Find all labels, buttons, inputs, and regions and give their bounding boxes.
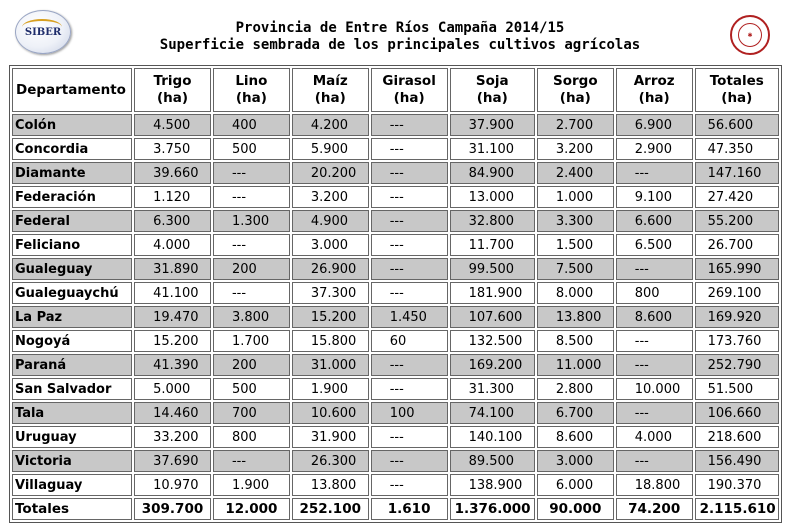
total-value-cell: 12.000 — [213, 498, 290, 520]
department-cell: Gualeguaychú — [12, 282, 132, 304]
value-cell: --- — [371, 162, 448, 184]
value-cell: 2.700 — [537, 114, 614, 136]
value-cell: 5.900 — [292, 138, 369, 160]
report-subtitle: Superficie sembrada de los principales cultivos agrícolas — [159, 37, 641, 53]
value-cell: 107.600 — [450, 306, 535, 328]
value-cell: 4.000 — [134, 234, 211, 256]
column-header — [537, 68, 614, 112]
value-cell: 10.600 — [292, 402, 369, 424]
value-cell: 1.500 — [537, 234, 614, 256]
value-cell: 165.990 — [695, 258, 779, 280]
value-cell: --- — [213, 186, 290, 208]
value-cell: 3.800 — [213, 306, 290, 328]
value-cell: 700 — [213, 402, 290, 424]
value-cell: 9.100 — [616, 186, 693, 208]
value-cell: 252.790 — [695, 354, 779, 376]
value-cell: 26.900 — [292, 258, 369, 280]
department-cell: Uruguay — [12, 426, 132, 448]
value-cell: 26.700 — [695, 234, 779, 256]
value-cell: 200 — [213, 354, 290, 376]
value-cell: 4.500 — [134, 114, 211, 136]
table-row — [12, 426, 779, 448]
report-header — [0, 0, 800, 62]
table-row — [12, 330, 779, 352]
value-cell: --- — [213, 450, 290, 472]
value-cell: 20.200 — [292, 162, 369, 184]
value-cell: 74.100 — [450, 402, 535, 424]
department-cell: Nogoyá — [12, 330, 132, 352]
value-cell: 31.100 — [450, 138, 535, 160]
value-cell: 51.500 — [695, 378, 779, 400]
column-header-unit: (ha) — [721, 90, 753, 106]
value-cell: 1.300 — [213, 210, 290, 232]
column-header — [616, 68, 693, 112]
value-cell: --- — [371, 258, 448, 280]
value-cell: 47.350 — [695, 138, 779, 160]
column-header — [134, 68, 211, 112]
value-cell: 3.200 — [537, 138, 614, 160]
value-cell: 56.600 — [695, 114, 779, 136]
value-cell: 41.390 — [134, 354, 211, 376]
value-cell: 1.450 — [371, 306, 448, 328]
column-header-label: Soja — [475, 73, 509, 89]
value-cell: 8.500 — [537, 330, 614, 352]
value-cell: 218.600 — [695, 426, 779, 448]
value-cell: 190.370 — [695, 474, 779, 496]
value-cell: 15.200 — [134, 330, 211, 352]
column-header-unit: (ha) — [156, 90, 189, 106]
value-cell: 169.920 — [695, 306, 779, 328]
value-cell: 132.500 — [450, 330, 535, 352]
department-cell: La Paz — [12, 306, 132, 328]
value-cell: 26.300 — [292, 450, 369, 472]
column-header — [371, 68, 448, 112]
column-header-label: Trigo — [153, 73, 192, 89]
total-value-cell: 1.610 — [371, 498, 448, 520]
value-cell: 31.300 — [450, 378, 535, 400]
department-cell: San Salvador — [12, 378, 132, 400]
value-cell: 7.500 — [537, 258, 614, 280]
table-row — [12, 186, 779, 208]
value-cell: --- — [213, 282, 290, 304]
value-cell: 14.460 — [134, 402, 211, 424]
department-cell: Federación — [12, 186, 132, 208]
value-cell: 4.000 — [616, 426, 693, 448]
value-cell: 4.900 — [292, 210, 369, 232]
value-cell: 3.200 — [292, 186, 369, 208]
siber-logo — [15, 10, 71, 54]
value-cell: 8.600 — [537, 426, 614, 448]
total-value-cell: 74.200 — [616, 498, 693, 520]
department-cell: Colón — [12, 114, 132, 136]
value-cell: --- — [371, 282, 448, 304]
department-cell: Federal — [12, 210, 132, 232]
value-cell: 6.700 — [537, 402, 614, 424]
value-cell: 39.660 — [134, 162, 211, 184]
value-cell: 11.000 — [537, 354, 614, 376]
bolsa-cereales-seal-icon — [730, 15, 770, 55]
value-cell: 500 — [213, 138, 290, 160]
department-cell: Tala — [12, 402, 132, 424]
value-cell: --- — [371, 234, 448, 256]
value-cell: 200 — [213, 258, 290, 280]
column-header — [695, 68, 779, 112]
table-row — [12, 282, 779, 304]
value-cell: 1.000 — [537, 186, 614, 208]
table-row — [12, 210, 779, 232]
value-cell: --- — [371, 450, 448, 472]
value-cell: 3.750 — [134, 138, 211, 160]
department-cell: Feliciano — [12, 234, 132, 256]
value-cell: 6.900 — [616, 114, 693, 136]
value-cell: 37.300 — [292, 282, 369, 304]
value-cell: 138.900 — [450, 474, 535, 496]
value-cell: 800 — [616, 282, 693, 304]
value-cell: 169.200 — [450, 354, 535, 376]
value-cell: --- — [616, 258, 693, 280]
department-cell: Diamante — [12, 162, 132, 184]
table-row — [12, 138, 779, 160]
value-cell: 18.800 — [616, 474, 693, 496]
value-cell: --- — [371, 138, 448, 160]
value-cell: 100 — [371, 402, 448, 424]
column-header-label: Sorgo — [553, 73, 598, 89]
department-cell: Gualeguay — [12, 258, 132, 280]
value-cell: --- — [213, 234, 290, 256]
column-header-unit: (ha) — [559, 90, 591, 106]
total-value-cell: 252.100 — [292, 498, 369, 520]
table-row — [12, 258, 779, 280]
value-cell: 106.660 — [695, 402, 779, 424]
value-cell: 2.900 — [616, 138, 693, 160]
column-header — [292, 68, 369, 112]
value-cell: 89.500 — [450, 450, 535, 472]
value-cell: 32.800 — [450, 210, 535, 232]
value-cell: --- — [371, 114, 448, 136]
value-cell: 5.000 — [134, 378, 211, 400]
siber-logo-text: SIBER — [24, 26, 62, 38]
value-cell: 1.700 — [213, 330, 290, 352]
value-cell: 13.800 — [537, 306, 614, 328]
value-cell: 31.890 — [134, 258, 211, 280]
value-cell: 31.000 — [292, 354, 369, 376]
table-header-row — [12, 68, 779, 112]
value-cell: 140.100 — [450, 426, 535, 448]
table-row — [12, 306, 779, 328]
total-value-cell: 309.700 — [134, 498, 211, 520]
value-cell: 6.000 — [537, 474, 614, 496]
value-cell: 1.900 — [213, 474, 290, 496]
value-cell: 400 — [213, 114, 290, 136]
value-cell: 2.400 — [537, 162, 614, 184]
value-cell: 37.900 — [450, 114, 535, 136]
column-header-label: Lino — [235, 73, 268, 89]
value-cell: 13.000 — [450, 186, 535, 208]
column-header-label: Girasol — [382, 73, 436, 89]
totals-row — [12, 498, 779, 520]
totals-label: Totales — [12, 498, 132, 520]
total-value-cell: 2.115.610 — [695, 498, 779, 520]
value-cell: --- — [213, 162, 290, 184]
department-cell: Victoria — [12, 450, 132, 472]
value-cell: 55.200 — [695, 210, 779, 232]
column-header-unit: (ha) — [638, 90, 670, 106]
value-cell: --- — [616, 330, 693, 352]
value-cell: 500 — [213, 378, 290, 400]
value-cell: 6.600 — [616, 210, 693, 232]
value-cell: 10.970 — [134, 474, 211, 496]
value-cell: 37.690 — [134, 450, 211, 472]
department-cell: Paraná — [12, 354, 132, 376]
value-cell: 99.500 — [450, 258, 535, 280]
value-cell: 15.200 — [292, 306, 369, 328]
column-header-unit: (ha) — [235, 90, 267, 106]
value-cell: 181.900 — [450, 282, 535, 304]
value-cell: 156.490 — [695, 450, 779, 472]
value-cell: 19.470 — [134, 306, 211, 328]
table-row — [12, 354, 779, 376]
column-header — [213, 68, 290, 112]
value-cell: --- — [616, 450, 693, 472]
column-header-label: Departamento — [16, 81, 126, 98]
value-cell: --- — [371, 354, 448, 376]
column-header — [12, 68, 132, 112]
department-cell: Villaguay — [12, 474, 132, 496]
logo-swoosh-icon — [22, 19, 62, 35]
value-cell: --- — [616, 402, 693, 424]
value-cell: --- — [371, 474, 448, 496]
value-cell: 10.000 — [616, 378, 693, 400]
column-header-label: Maíz — [312, 73, 348, 89]
table-row — [12, 402, 779, 424]
table-row — [12, 450, 779, 472]
value-cell: 3.300 — [537, 210, 614, 232]
value-cell: 3.000 — [537, 450, 614, 472]
value-cell: 13.800 — [292, 474, 369, 496]
column-header-unit: (ha) — [393, 90, 425, 106]
value-cell: 8.000 — [537, 282, 614, 304]
column-header-unit: (ha) — [476, 90, 508, 106]
column-header-label: Arroz — [633, 73, 675, 89]
value-cell: 3.000 — [292, 234, 369, 256]
value-cell: 1.120 — [134, 186, 211, 208]
value-cell: 11.700 — [450, 234, 535, 256]
value-cell: 6.500 — [616, 234, 693, 256]
total-value-cell: 90.000 — [537, 498, 614, 520]
column-header — [450, 68, 535, 112]
value-cell: 8.600 — [616, 306, 693, 328]
value-cell: --- — [616, 354, 693, 376]
report-title: Provincia de Entre Ríos Campaña 2014/15 — [235, 20, 565, 36]
value-cell: 41.100 — [134, 282, 211, 304]
value-cell: 173.760 — [695, 330, 779, 352]
value-cell: --- — [616, 162, 693, 184]
total-value-cell: 1.376.000 — [450, 498, 535, 520]
value-cell: --- — [371, 210, 448, 232]
value-cell: 800 — [213, 426, 290, 448]
value-cell: --- — [371, 426, 448, 448]
seal-inner-icon: ✱ — [738, 23, 762, 47]
column-header-label: Totales — [709, 73, 764, 89]
value-cell: 33.200 — [134, 426, 211, 448]
value-cell: 269.100 — [695, 282, 779, 304]
table-row — [12, 162, 779, 184]
table-row — [12, 474, 779, 496]
value-cell: 15.800 — [292, 330, 369, 352]
value-cell: 1.900 — [292, 378, 369, 400]
value-cell: --- — [371, 186, 448, 208]
value-cell: --- — [371, 378, 448, 400]
value-cell: 84.900 — [450, 162, 535, 184]
value-cell: 27.420 — [695, 186, 779, 208]
value-cell: 31.900 — [292, 426, 369, 448]
value-cell: 147.160 — [695, 162, 779, 184]
value-cell: 6.300 — [134, 210, 211, 232]
table-row — [12, 378, 779, 400]
value-cell: 4.200 — [292, 114, 369, 136]
department-cell: Concordia — [12, 138, 132, 160]
value-cell: 2.800 — [537, 378, 614, 400]
column-header-unit: (ha) — [314, 90, 346, 106]
value-cell: 60 — [371, 330, 448, 352]
table-row — [12, 114, 779, 136]
crop-area-table — [9, 65, 782, 523]
table-row — [12, 234, 779, 256]
